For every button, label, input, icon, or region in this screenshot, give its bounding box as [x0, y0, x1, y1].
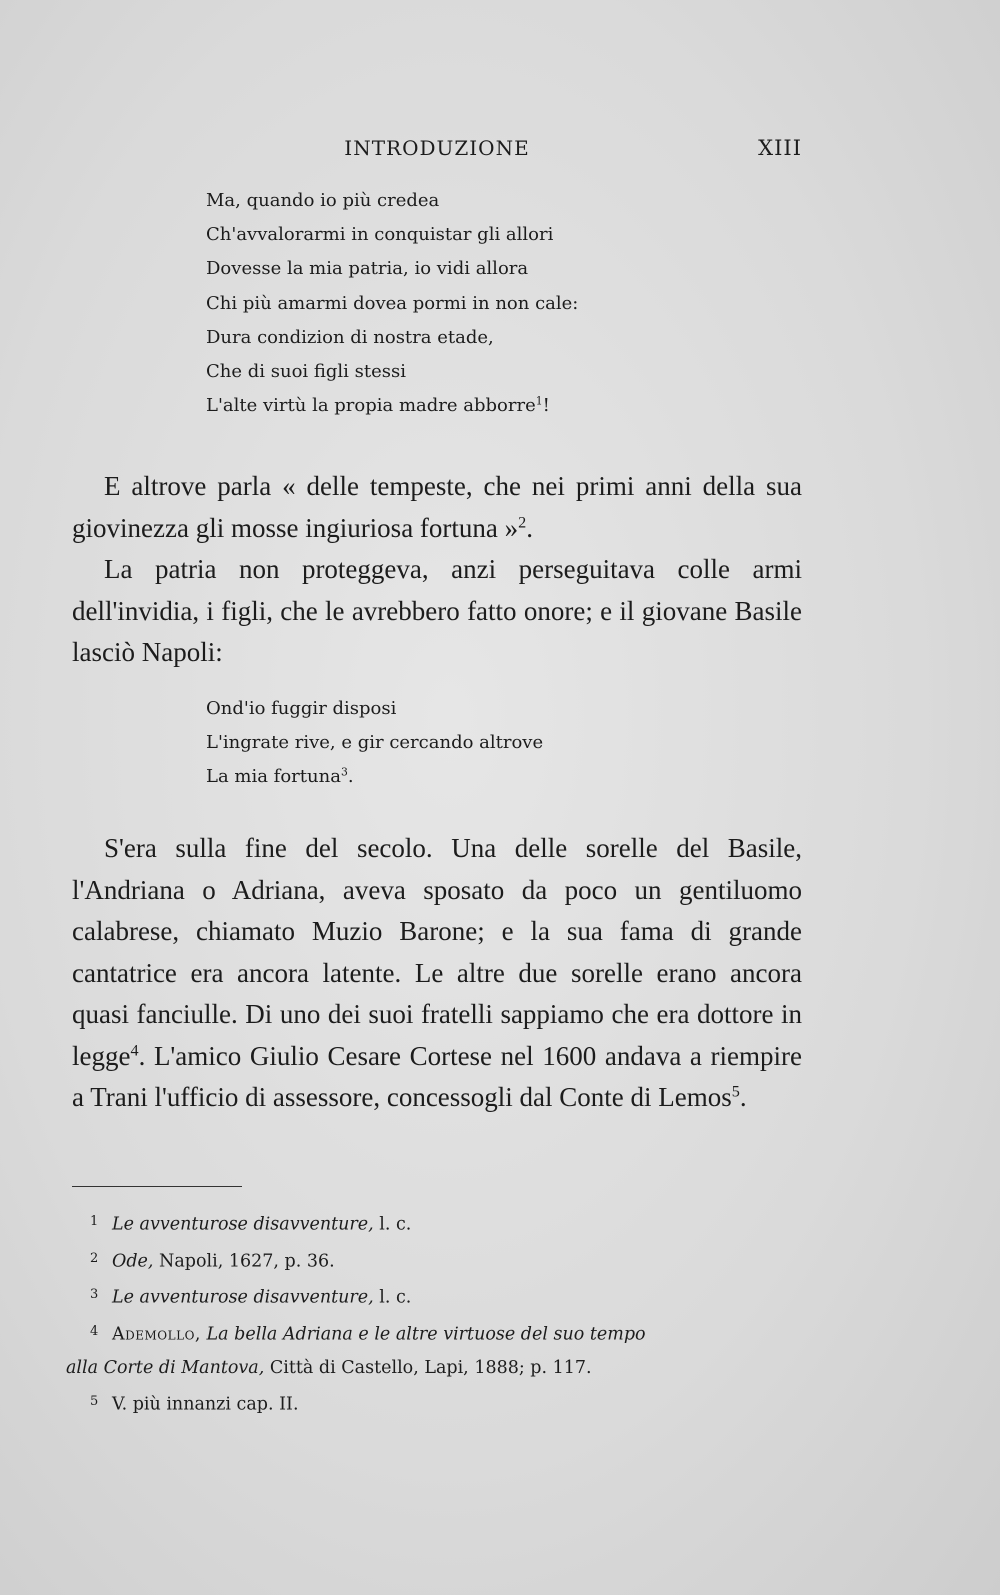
- footnote-number: 2: [90, 1250, 99, 1266]
- paragraph-end: .: [526, 512, 533, 543]
- footnote-title: Le avventurose disavventure,: [112, 1287, 374, 1308]
- paragraph: La patria non proteggeva, anzi perseguitava colle armi dell'invidia, i figli, che le avrebbero fatto onore; e il giovane Basile lasciò Napoli:: [72, 554, 802, 667]
- paragraph-text: E altrove parla « delle tempeste, che nei primi anni della sua giovinezza gli mosse ingiuriosa fortuna »: [72, 471, 802, 543]
- footnote: [90, 1242, 810, 1279]
- verse-quotation-2: [206, 692, 543, 795]
- footnote-ref: 4: [130, 1040, 139, 1059]
- footnote: [90, 1385, 810, 1422]
- footnote-ref: 1: [535, 394, 543, 408]
- footnote-text: l. c.: [373, 1287, 412, 1308]
- page-number: XIII: [758, 136, 802, 160]
- footnote-ref: 5: [731, 1082, 740, 1101]
- verse-line: Dura condizion di nostra etade,: [206, 326, 494, 348]
- footnote-divider: [72, 1186, 242, 1187]
- paragraph: [72, 466, 802, 549]
- footnote-title: alla Corte di Mantova,: [66, 1358, 265, 1379]
- footnote: [90, 1205, 810, 1242]
- verse-line: L'ingrate rive, e gir cercando altrove: [206, 732, 544, 754]
- footnote-text: Città di Castello, Lapi, 1888; p. 117.: [264, 1358, 592, 1379]
- verse-line: [206, 389, 578, 423]
- footnote-number: 3: [90, 1287, 99, 1303]
- verse-quotation-1: [206, 184, 578, 423]
- footnote-title: La bella Adriana e le altre virtuose del suo tempo: [200, 1324, 646, 1345]
- verse-line-end: !: [542, 395, 550, 417]
- paragraph-text: . L'amico Giulio Cesare Cortese nel 1600 andava a riempire a Trani l'ufficio di assessore, concessogli dal Conte di Lemos: [72, 1040, 802, 1112]
- footnote: [90, 1315, 810, 1352]
- paragraph-end: .: [739, 1082, 747, 1112]
- footnote-text: l. c.: [373, 1214, 412, 1235]
- footnote-number: 5: [90, 1394, 99, 1410]
- verse-line: Che di suoi figli stessi: [206, 360, 407, 382]
- verse-line: Chi più amarmi dovea pormi in non cale:: [206, 292, 579, 314]
- running-title: INTRODUZIONE: [344, 136, 530, 160]
- verse-line-end: .: [347, 766, 354, 788]
- verse-line: Ma, quando io più credea: [206, 190, 440, 211]
- verse-line: Dovesse la mia patria, io vidi allora: [206, 258, 529, 280]
- footnote-text: Napoli, 1627, p. 36.: [153, 1251, 335, 1272]
- prose-block-1: [72, 466, 802, 674]
- verse-line: [206, 760, 543, 794]
- paragraph-text: S'era sulla fine del secolo. Una delle sorelle del Basile, l'Andriana o Adriana, aveva sposato da poco un gentiluomo calabrese, chiamato Muzio Barone; e la sua fama di grande cantatrice era ancora latente. Le altre due sorelle erano ancora quasi fanciulle. Di uno dei suoi fratelli sappiamo che era dottore in legge: [72, 833, 802, 1071]
- footnote-number: 1: [90, 1214, 99, 1229]
- footnote-number: 4: [90, 1323, 99, 1339]
- footnote-text: V. più innanzi cap. II.: [112, 1394, 299, 1415]
- footnotes: [66, 1205, 810, 1422]
- footnote-title: Ode,: [112, 1251, 154, 1272]
- page-header: [72, 136, 802, 170]
- footnote: [90, 1278, 810, 1315]
- prose-block-2: [72, 828, 802, 1119]
- verse-line: Ond'io fuggir disposi: [206, 698, 397, 719]
- paragraph: [72, 828, 802, 1119]
- footnote-ref: 2: [518, 512, 527, 531]
- verse-line-text: L'alte virtù la propia madre abborre: [206, 395, 536, 417]
- footnote-title: Le avventurose disavventure,: [112, 1214, 374, 1235]
- footnote-author: Ademollo,: [112, 1324, 201, 1345]
- footnote-continuation: [66, 1351, 810, 1385]
- verse-line-text: La mia fortuna: [206, 766, 341, 788]
- verse-line: Ch'avvalorarmi in conquistar gli allori: [206, 224, 554, 246]
- footnote-ref: 3: [340, 765, 348, 779]
